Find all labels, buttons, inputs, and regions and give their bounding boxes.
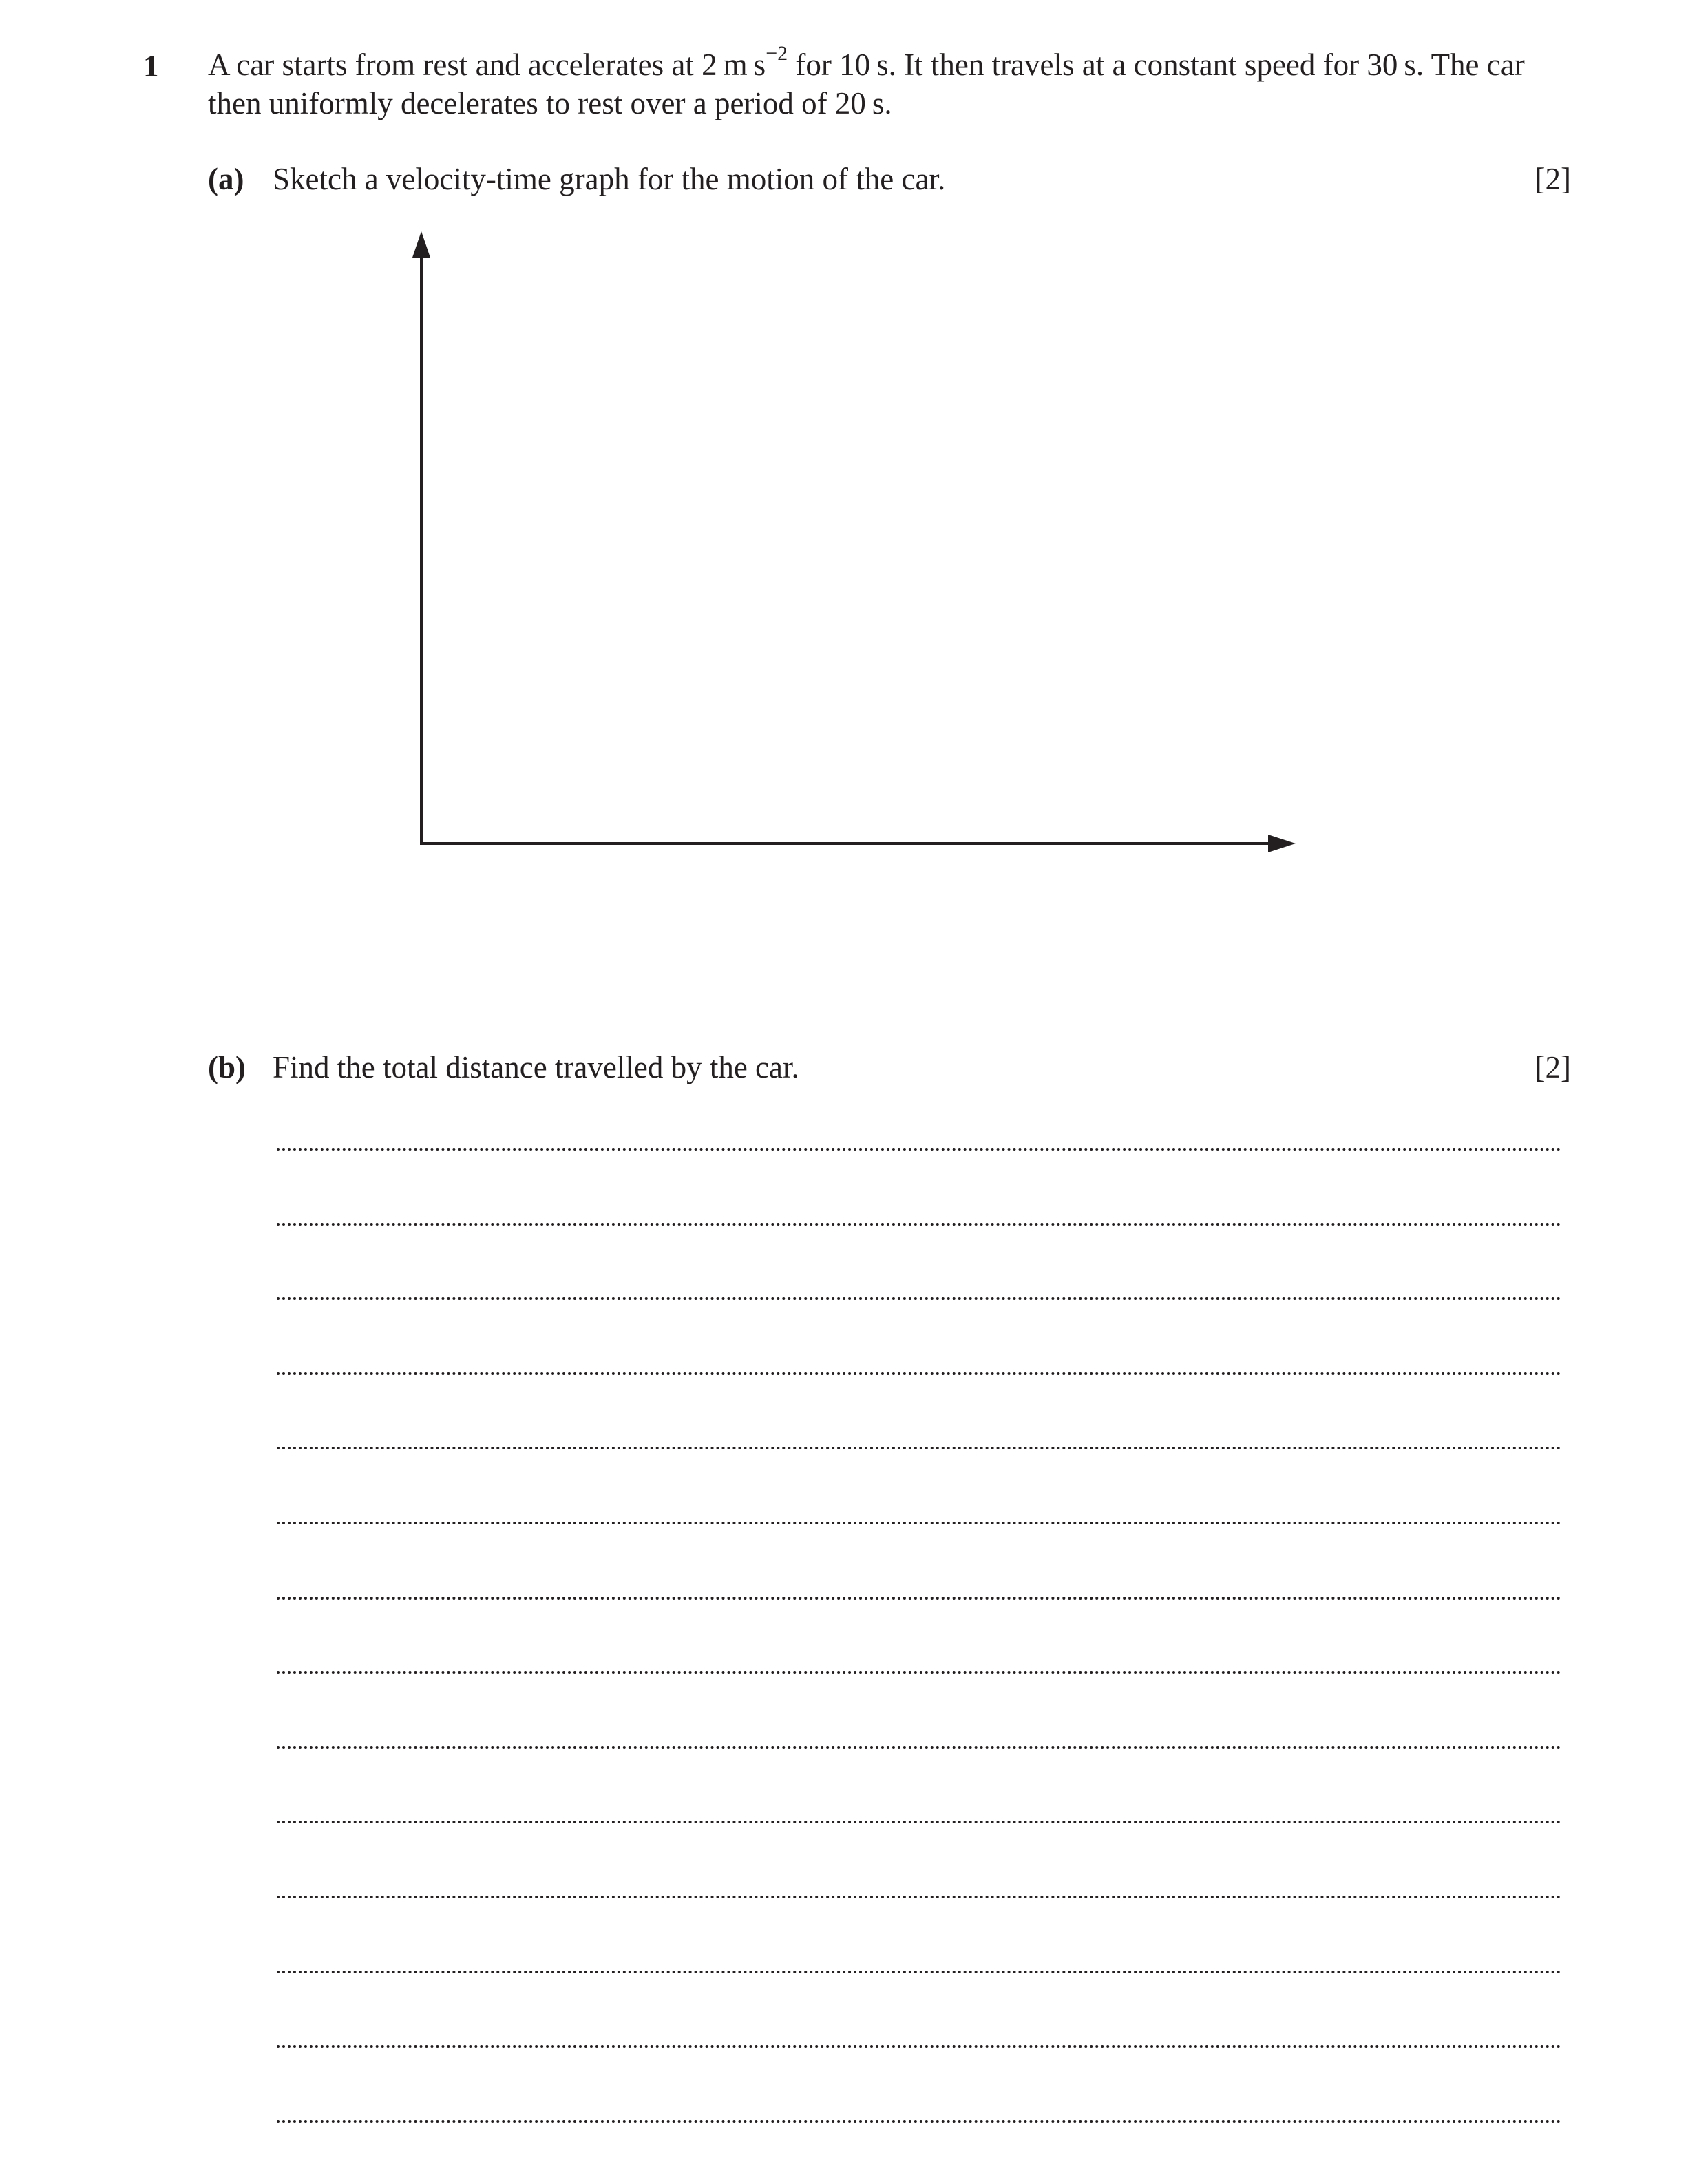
part-b-marks: [2]	[1535, 1050, 1571, 1084]
part-a-marks: [2]	[1535, 162, 1571, 196]
answer-line[interactable]	[277, 2045, 1561, 2048]
answer-line[interactable]	[277, 1821, 1561, 1823]
stem-text-end: for 10 s. It then travels at a constant speed for 30 s. The car then uniformly decelerates to rest over a period of 20 s.	[208, 48, 1525, 120]
answer-line[interactable]	[277, 1597, 1561, 1600]
part-a-label: (a)	[208, 162, 244, 196]
answer-line[interactable]	[277, 1223, 1561, 1226]
answer-line[interactable]	[277, 2120, 1561, 2123]
y-axis-arrowhead	[412, 231, 430, 258]
answer-line[interactable]	[277, 1148, 1561, 1151]
stem-text-start: A car starts from rest and accelerates at 2 m s	[208, 48, 766, 82]
part-b-heading	[208, 1047, 1571, 1088]
answer-line[interactable]	[277, 1447, 1561, 1449]
part-b-text: Find the total distance travelled by the car.	[273, 1050, 799, 1084]
answer-line[interactable]	[277, 1522, 1561, 1524]
answer-line[interactable]	[277, 1297, 1561, 1300]
x-axis-arrowhead	[1268, 835, 1296, 852]
velocity-time-axes	[0, 0, 1708, 895]
question-number: 1	[143, 49, 159, 83]
part-b-label: (b)	[208, 1050, 246, 1084]
answer-line[interactable]	[277, 1971, 1561, 1973]
stem-exponent: −2	[766, 42, 788, 65]
answer-line[interactable]	[277, 1746, 1561, 1749]
answer-line[interactable]	[277, 1372, 1561, 1375]
answer-line[interactable]	[277, 1896, 1561, 1898]
part-a-text: Sketch a velocity-time graph for the motion of the car.	[273, 162, 946, 196]
answer-line[interactable]	[277, 1671, 1561, 1674]
